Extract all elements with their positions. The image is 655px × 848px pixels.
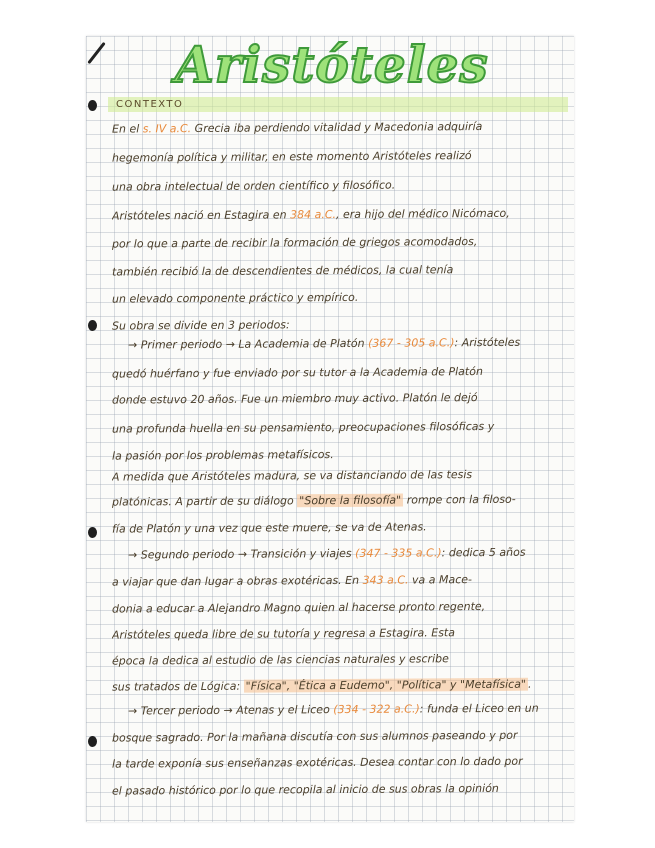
- text-line: fía de Platón y una vez que este muere, se va de Atenas.: [111, 520, 427, 536]
- text-line: bosque sagrado. Por la mañana discutía con sus alumnos paseando y por: [111, 728, 518, 745]
- text-line: donia a educar a Alejandro Magno quien al hacerse pronto regente,: [111, 599, 486, 616]
- text-line: → Segundo periodo → Transición y viajes (347 - 335 a.C.): dedica 5 años: [127, 545, 526, 562]
- text-line: platónicas. A partir de su diálogo "Sobre la filosofía" rompe con la filoso-: [111, 492, 516, 509]
- binder-holes: [0, 0, 100, 848]
- text-line: quedó huérfano y fue enviado por su tutor a la Academia de Platón: [111, 365, 483, 381]
- text-line: Su obra se divide en 3 periodos:: [111, 318, 290, 333]
- text-line: → Tercer periodo → Atenas y el Liceo (334 - 322 a.C.): funda el Liceo en un: [127, 701, 539, 718]
- text-line: un elevado componente práctico y empírico.: [111, 290, 359, 306]
- text-line: por lo que a parte de recibir la formación de griegos acomodados,: [111, 235, 478, 251]
- section-heading: CONTEXTO: [116, 99, 184, 110]
- binder-hole: [88, 320, 97, 331]
- text-line: la tarde exponía sus enseñanzas exotéricas. Desea contar con lo dado por: [111, 754, 523, 771]
- page-title: Aristóteles: [175, 35, 489, 94]
- text-line: época la dedica al estudio de las ciencias naturales y escribe: [111, 652, 449, 668]
- binder-hole: [88, 527, 97, 538]
- text-line: el pasado histórico por lo que recopila al inicio de sus obras la opinión: [111, 781, 499, 798]
- text-line: una obra intelectual de orden científico y filosófico.: [111, 178, 396, 194]
- text-line: A medida que Aristóteles madura, se va distanciando de las tesis: [111, 468, 473, 484]
- text-line: En el s. IV a.C. Grecia iba perdiendo vitalidad y Macedonia adquiría: [111, 120, 483, 136]
- text-line: sus tratados de Lógica: "Física", "Ética a Eudemo", "Política" y "Metafísica" .: [111, 677, 532, 694]
- text-line: → Primer periodo → La Academia de Platón (367 - 305 a.C.): Aristóteles: [127, 335, 521, 352]
- text-line: también recibió la de descendientes de médicos, la cual tenía: [111, 263, 454, 279]
- text-line: Aristóteles nació en Estagira en 384 a.C., era hijo del médico Nicómaco,: [111, 206, 510, 223]
- binder-hole: [88, 736, 97, 747]
- text-line: la pasión por los problemas metafísicos.: [111, 448, 334, 463]
- text-line: hegemonía política y militar, en este momento Aristóteles realizó: [111, 149, 472, 165]
- text-line: Aristóteles queda libre de su tutoría y regresa a Estagira. Esta: [111, 626, 456, 642]
- text-line: una profunda huella en su pensamiento, preocupaciones filosóficas y: [111, 419, 495, 436]
- binder-hole: [88, 100, 97, 111]
- text-line: donde estuvo 20 años. Fue un miembro muy activo. Platón le dejó: [111, 391, 478, 407]
- text-line: a viajar que dan lugar a obras exotéricas. En 343 a.C. va a Mace-: [111, 573, 473, 589]
